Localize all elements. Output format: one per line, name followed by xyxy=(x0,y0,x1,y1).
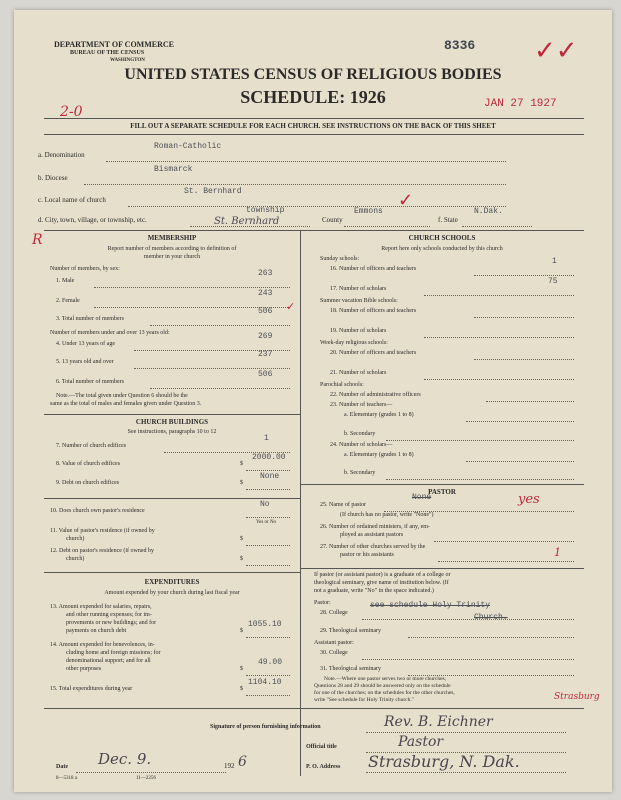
signature-label: Signature of person furnishing information xyxy=(210,724,321,730)
q19-label: 19. Number of scholars xyxy=(330,328,387,334)
q6-label: 6. Total number of members xyxy=(56,379,124,385)
form-number: 8—5318 a xyxy=(56,776,77,781)
by-sex-label: Number of members, by sex: xyxy=(50,266,120,272)
pastor-note-3: for one of the churches; on the schedules for the other churches, xyxy=(314,690,455,696)
pastor-note-2: Questions 28 and 29 should be answered only on the schedule xyxy=(314,683,451,689)
buildings-sub: See instructions, paragraphs 10 to 12 xyxy=(127,429,217,435)
q25-label: 25. Name of pastor xyxy=(320,502,366,508)
county-value[interactable]: Emmons xyxy=(354,207,383,216)
q14-label-2: cluding home and foreign missions; for xyxy=(66,650,161,656)
q9-label: 9. Debt on church edifices xyxy=(56,480,120,486)
official-title-value[interactable]: Pastor xyxy=(398,734,444,750)
q14-label-1: 14. Amount expended for benevolences, in- xyxy=(50,642,155,648)
q2-value[interactable]: 243 xyxy=(258,289,273,298)
q12-label-2: church) xyxy=(66,556,85,562)
q11-label-1: 11. Value of pastor's residence (if owned by xyxy=(50,528,155,534)
dept-label: DEPARTMENT OF COMMERCE xyxy=(54,40,175,49)
state-label: f. State xyxy=(438,216,458,224)
date-value[interactable]: Dec. 9. xyxy=(98,750,152,768)
grad-note-3: not a graduate, write "No" in the space indicated.) xyxy=(314,588,434,594)
q25-value[interactable]: None xyxy=(412,493,432,502)
sunday-heading: Sunday schools: xyxy=(320,256,360,262)
q9-dollar: $ xyxy=(240,480,243,486)
q26-label-2: ployed as assistant pastors xyxy=(340,532,404,538)
q14-dollar: $ xyxy=(240,666,243,672)
q25-sub: (If church has no pastor, write "None") xyxy=(340,512,434,518)
expenditures-title: EXPENDITURES xyxy=(144,578,200,586)
q24b-label: b. Secondary xyxy=(344,470,376,476)
parochial-heading: Parochial schools: xyxy=(320,382,364,388)
weekday-heading: Week-day religious schools: xyxy=(320,340,388,346)
q24a-label: a. Elementary (grades 1 to 8) xyxy=(344,452,414,458)
q18-label: 18. Number of officers and teachers xyxy=(330,308,417,314)
q3-label: 3. Total number of members xyxy=(56,316,124,322)
q16-label: 16. Number of officers and teachers xyxy=(330,266,417,272)
q14-label-3: denominational support; and for all xyxy=(66,658,151,664)
membership-note-1: Note.—The total given under Question 6 should be the xyxy=(56,393,188,399)
year-prefix: 192 xyxy=(224,762,235,770)
q15-dollar: $ xyxy=(240,686,243,692)
q7-label: 7. Number of church edifices xyxy=(56,443,127,449)
q28-value-2[interactable]: Church. xyxy=(474,613,508,622)
pastor-title: PASTOR xyxy=(428,488,456,496)
po-address-label: P. O. Address xyxy=(306,764,341,770)
denomination-value[interactable]: Roman-Catholic xyxy=(154,142,222,151)
q26-label-1: 26. Number of ordained ministers, if any, em- xyxy=(320,524,430,530)
q28-label: 28. College xyxy=(320,610,348,616)
membership-title: MEMBERSHIP xyxy=(147,234,197,242)
q5-value[interactable]: 237 xyxy=(258,350,273,359)
grad-note-1: If pastor (or assistant pastor) is a graduate of a college or xyxy=(314,572,451,578)
schedule-number: 8336 xyxy=(444,38,476,53)
q14-value[interactable]: 49.00 xyxy=(258,658,283,667)
q3-check-icon: ✓ xyxy=(286,301,296,313)
q15-value[interactable]: 1104.10 xyxy=(248,678,282,687)
po-address-value[interactable]: Strasburg, N. Dak. xyxy=(368,752,520,771)
city-field-handwriting: St. Bernhard xyxy=(214,216,280,227)
q22-label: 22. Number of administrative officers xyxy=(330,392,421,398)
year-handwriting[interactable]: 6 xyxy=(238,754,247,770)
q27-handwriting: 1 xyxy=(554,546,561,559)
pastor-sub-label: Pastor: xyxy=(314,600,331,606)
summer-heading: Summer vacation Bible schools: xyxy=(320,298,398,304)
received-stamp: JAN 27 1927 xyxy=(484,98,557,110)
q12-label-1: 12. Debt on pastor's residence (if owned by xyxy=(50,548,155,554)
q4-label: 4. Under 13 years of age xyxy=(56,341,115,347)
q3-value[interactable]: 506 xyxy=(258,307,273,316)
buildings-title: CHURCH BUILDINGS xyxy=(135,418,209,426)
q7-value[interactable]: 1 xyxy=(264,434,269,443)
q30-label: 30. College xyxy=(320,650,348,656)
q20-label: 20. Number of officers and teachers xyxy=(330,350,417,356)
q6-value[interactable]: 506 xyxy=(258,370,273,379)
q27-label-2: pastor or his assistants xyxy=(340,552,394,558)
membership-intro-2: member in your church xyxy=(143,254,201,260)
q28-value[interactable]: see schedule Holy Trinity xyxy=(370,601,491,610)
q23-label: 23. Number of teachers— xyxy=(330,402,393,408)
q21-label: 21. Number of scholars xyxy=(330,370,387,376)
pastor-note-handwriting: Strasburg xyxy=(554,692,600,702)
q12-dollar: $ xyxy=(240,556,243,562)
q23a-label: a. Elementary (grades 1 to 8) xyxy=(344,412,414,418)
q4-value[interactable]: 269 xyxy=(258,332,273,341)
q15-label: 15. Total expenditures during year xyxy=(50,686,133,692)
check-marks: ✓✓ xyxy=(534,36,578,66)
yes-no-hint: Yes or No xyxy=(256,520,277,525)
margin-mark: 2-0 xyxy=(60,104,83,120)
form-number-2: 11—2256 xyxy=(136,776,156,781)
pastor-note-1: Note.—Where one pastor serves two or more churches, xyxy=(324,676,447,682)
pastor-note-4: write "See schedule for Holy Trinity church." xyxy=(314,697,414,703)
q13-dollar: $ xyxy=(240,628,243,634)
denomination-label: a. Denomination xyxy=(38,151,85,159)
q8-dollar: $ xyxy=(240,461,243,467)
q25-handwriting: yes xyxy=(518,492,540,507)
schools-title: CHURCH SCHOOLS xyxy=(408,234,476,242)
q27-label-1: 27. Number of other churches served by the xyxy=(320,544,426,550)
census-schedule-sheet xyxy=(14,10,612,792)
q23b-label: b. Secondary xyxy=(344,431,376,437)
state-value[interactable]: N.Dak. xyxy=(474,207,503,216)
city-field-value[interactable]: township xyxy=(246,206,285,215)
q13-label-1: 13. Amount expended for salaries, repairs, xyxy=(50,604,152,610)
signature-value[interactable]: Rev. B. Eichner xyxy=(384,714,493,730)
red-check-icon: ✓ xyxy=(398,190,414,210)
q13-label-2: and other running expenses; for im- xyxy=(66,612,152,618)
diocese-label: b. Diocese xyxy=(38,174,68,182)
bureau-label: BUREAU OF THE CENSUS xyxy=(70,50,145,56)
q5-label: 5. 13 years old and over xyxy=(56,359,114,365)
q8-value[interactable]: 2000.00 xyxy=(252,453,286,462)
q13-value[interactable]: 1055.10 xyxy=(248,620,282,629)
form-title: UNITED STATES CENSUS OF RELIGIOUS BODIES xyxy=(124,66,502,83)
q17-value[interactable]: 75 xyxy=(548,277,558,286)
q1-value[interactable]: 263 xyxy=(258,269,273,278)
q8-label: 8. Value of church edifices xyxy=(56,461,121,467)
q13-label-3: provements or new buildings; and for xyxy=(66,620,157,626)
q29-label: 29. Theological seminary xyxy=(320,628,382,634)
form-schedule-year: SCHEDULE: 1926 xyxy=(240,87,386,107)
q10-value[interactable]: No xyxy=(260,500,270,509)
diocese-value[interactable]: Bismarck xyxy=(154,165,193,174)
county-label: County xyxy=(322,216,343,224)
q31-label: 31. Theological seminary xyxy=(320,666,382,672)
age-heading: Number of members under and over 13 years old: xyxy=(50,330,170,336)
q10-label: 10. Does church own pastor's residence xyxy=(50,508,145,514)
q14-label-4: other purposes xyxy=(66,666,102,672)
city-field-label: d. City, town, village, or township, etc. xyxy=(38,216,147,224)
q13-label-4: payments on church debt xyxy=(66,628,127,634)
membership-note-2: same as the total of males and females given under Question 3. xyxy=(50,401,202,407)
instruction-line: FILL OUT A SEPARATE SCHEDULE FOR EACH CHURCH. SEE INSTRUCTIONS ON THE BACK OF THIS SHEET xyxy=(130,122,496,130)
q24-label: 24. Number of scholars— xyxy=(330,442,393,448)
schools-sub: Report here only schools conducted by this church xyxy=(381,246,503,252)
asst-pastor-label: Assistant pastor: xyxy=(314,640,354,646)
local-name-label: c. Local name of church xyxy=(38,196,106,204)
q9-value[interactable]: None xyxy=(260,472,280,481)
margin-r-mark: R xyxy=(32,232,43,248)
q11-dollar: $ xyxy=(240,536,243,542)
date-label: Date xyxy=(56,764,68,770)
membership-intro-1: Report number of members according to definition of xyxy=(107,246,237,252)
grad-note-2: theological seminary, give name of institution below. (If xyxy=(314,580,449,586)
q16-value[interactable]: 1 xyxy=(552,257,557,266)
city-label: WASHINGTON xyxy=(110,58,145,63)
expenditures-sub: Amount expended by your church during last fiscal year xyxy=(104,590,240,596)
q17-label: 17. Number of scholars xyxy=(330,286,387,292)
q2-label: 2. Female xyxy=(56,298,80,304)
q1-label: 1. Male xyxy=(56,278,75,284)
q11-label-2: church) xyxy=(66,536,85,542)
official-title-label: Official title xyxy=(306,744,337,750)
local-name-value[interactable]: St. Bernhard xyxy=(184,187,242,196)
